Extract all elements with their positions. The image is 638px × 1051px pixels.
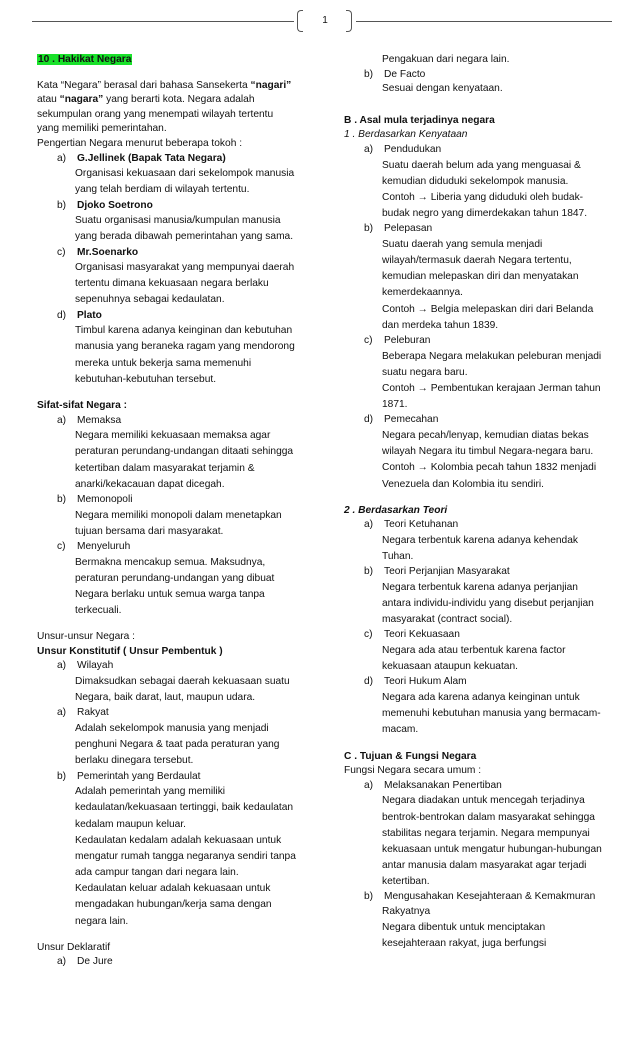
list-item-text: manusia yang beraneka ragam yang mendorong [75, 341, 295, 353]
intro-line: Pengertian Negara menurut beberapa tokoh : [37, 137, 243, 149]
list-item-heading [37, 309, 317, 324]
list-item-text: Suatu daerah belum ada yang menguasai & [382, 159, 581, 171]
list-item-heading [37, 414, 317, 429]
list-item-name: Menyeluruh [77, 540, 131, 552]
list-item-text: ada campur tangan dari negara lain. [75, 867, 239, 879]
list-marker: d) [57, 309, 67, 321]
list-item-text: Negara memiliki kekuasaan memaksa agar [75, 430, 271, 442]
list-item-text: Negara ada karena adanya keinginan untuk [382, 692, 580, 703]
list-item-text: Negara, baik darat, laut, maupun udara. [75, 692, 256, 704]
list-item-text: budak negro yang dimerdekakan tahun 1847. [382, 208, 588, 220]
list-item-text: Organisasi masyarakat yang mempunyai daerah [75, 262, 295, 274]
list-item-heading [37, 770, 317, 785]
section-heading: Sifat-sifat Negara : [37, 400, 128, 411]
list-item-text: mengadakan hubungan/kerja sama dengan [75, 899, 272, 911]
list-item-text: Contoh → Belgia melepaskan diri dari Belanda [382, 303, 594, 315]
page-number-bracket-right [346, 10, 352, 32]
spacer [344, 493, 616, 504]
list-item-name: Teori Ketuhanan [384, 519, 459, 531]
list-item-text: wilayah Negara itu timbul Negara-negara baru. [382, 446, 594, 458]
list-item-text: masyarakat (contract social). [382, 614, 513, 626]
list-item-text: negara lain. [75, 915, 129, 927]
list-item-text: Negara pecah/lenyap, kemudian diatas bekas [382, 429, 589, 441]
list-item-heading [37, 706, 317, 721]
list-item-text: macam. [382, 724, 419, 736]
list-item-text: mereka untuk bekerja sama memenuhi [75, 357, 252, 369]
list-item-text: peraturan perundang-undangan yang dibuat [75, 572, 275, 584]
list-item-name: Memaksa [77, 414, 122, 426]
list-item-heading [344, 628, 616, 643]
list-item-text: berlaku dinegara tersebut. [75, 755, 194, 767]
list-item-text: Bermakna mencakup semua. Maksudnya, [75, 556, 266, 568]
spacer [37, 619, 317, 630]
list-item-name: De Jure [77, 956, 113, 968]
list-item-heading [37, 493, 317, 508]
list-marker: a) [57, 414, 67, 426]
list-item-text: Suatu daerah yang semula menjadi [382, 238, 543, 250]
list-item-text: Adalah pemerintah yang memiliki [75, 786, 226, 798]
intro-line: sekumpulan orang yang menempati wilayah tertentu [37, 108, 274, 120]
spacer [344, 97, 616, 108]
list-item-heading [37, 152, 317, 167]
list-item-text: penghuni Negara & taat pada peraturan yang [75, 739, 280, 751]
list-item-text: kekuasaan untuk mengatur hubungan-hubungan [382, 843, 602, 855]
list-item-text: Contoh → Kolombia pecah tahun 1832 menjadi [382, 462, 597, 474]
list-marker: b) [57, 199, 67, 211]
list-item-text: antar manusia dalam masyarakat agar terjadi [382, 860, 587, 872]
header-rule-left [32, 21, 294, 22]
list-item-name: Rakyat [77, 707, 109, 719]
list-item-heading [344, 222, 616, 237]
spacer [37, 388, 317, 399]
list-item-text: kedalam maupun keluar. [75, 818, 186, 830]
list-item-text: ketertiban dalam masyarakat terjamin & [75, 462, 255, 474]
list-item-heading [344, 143, 616, 158]
list-item-heading [344, 779, 616, 794]
spacer [37, 930, 317, 941]
list-item-name: Pemerintah yang Berdaulat [77, 770, 201, 782]
list-item-text: dan merdeka tahun 1839. [382, 319, 499, 331]
section-heading: Unsur-unsur Negara : [37, 631, 135, 643]
list-marker: b) [57, 493, 67, 505]
list-item-name: Pelepasan [384, 223, 433, 235]
list-item-name: G.Jellinek (Bapak Tata Negara) [77, 152, 226, 164]
list-item-name: Teori Perjanjian Masyarakat [384, 566, 510, 578]
list-item-text: suatu negara baru. [382, 366, 468, 378]
list-item-text: bentrok-bentrokan dalam masyarakat sehingga [382, 811, 595, 823]
list-item-text: peraturan perundang-undangan ditaati sehingga [75, 446, 294, 458]
list-item-text: yang berada dibawah pemerintahan yang sama. [75, 231, 294, 243]
list-item-text: Beberapa Negara melakukan peleburan menjadi [382, 350, 602, 362]
right-column [344, 53, 616, 952]
list-item-text: Dimaksudkan sebagai daerah kekuasaan suatu [75, 676, 290, 688]
list-item-text: Negara dibentuk untuk menciptakan [382, 921, 546, 933]
section-intro: Fungsi Negara secara umum : [344, 765, 482, 777]
list-item-heading [344, 334, 616, 349]
list-item-text: Venezuela dan Kolombia itu sendiri. [382, 478, 544, 490]
list-marker: b) [57, 770, 67, 782]
spacer [37, 68, 317, 79]
list-item-text: Negara terbentuk karena adanya perjanjian [382, 581, 578, 593]
list-item-name: Pemecahan [384, 414, 439, 426]
list-item-text: Contoh → Liberia yang diduduki oleh budak- [382, 191, 584, 203]
intro-line: atau “nagara” yang berarti kota. Negara adalah [37, 94, 255, 106]
list-item-name: Wilayah [77, 660, 114, 672]
list-item-heading [37, 659, 317, 674]
list-item-text: Contoh → Pembentukan kerajaan Jerman tahun [382, 383, 601, 394]
list-item-text: stabilitas negara terjamin. Negara mempunyai [382, 827, 590, 839]
list-marker: a) [364, 779, 374, 791]
list-marker: d) [364, 676, 374, 688]
list-marker: a) [364, 519, 374, 531]
list-marker: b) [364, 68, 374, 80]
list-marker: a) [364, 143, 374, 155]
list-marker: a) [57, 956, 67, 968]
list-item-name: Mr.Soenarko [77, 246, 139, 258]
header-rule-right [356, 21, 612, 22]
list-item-heading [344, 413, 616, 428]
section-heading: C . Tujuan & Fungsi Negara [344, 750, 477, 762]
list-item-heading [37, 955, 317, 970]
list-item-name-cont: Rakyatnya [382, 906, 431, 918]
list-item-name: De Facto [384, 68, 426, 80]
list-item-text: ketertiban. [382, 876, 430, 888]
list-marker: b) [364, 223, 374, 235]
list-item-name: Melaksanakan Penertiban [384, 779, 502, 791]
list-item-text: Negara berlaku untuk semua warga tanpa [75, 588, 265, 600]
list-item-name: Djoko Soetrono [77, 199, 153, 211]
list-marker: a) [57, 152, 67, 164]
list-item-heading [37, 246, 317, 261]
list-item-text: yang telah berdiam di wilayah tertentu. [75, 184, 250, 196]
list-item-text: tujuan bersama dari masyarakat. [75, 525, 224, 537]
list-item-text: mengatur rumah tangga negaranya sendiri tanpa [75, 850, 296, 862]
page-number-bracket-left [297, 10, 303, 32]
list-marker: a) [57, 707, 67, 719]
list-item-text: tertentu dimana kekuasaan negara berlaku [75, 278, 269, 290]
list-item-name: Pendudukan [384, 143, 442, 155]
list-marker: d) [364, 414, 374, 426]
list-item-text: Kedaulatan kedalam adalah kekuasaan untuk [75, 834, 282, 846]
list-marker: a) [57, 660, 67, 672]
list-item-text: Pengakuan dari negara lain. [382, 54, 510, 65]
section-heading: Unsur Konstitutif ( Unsur Pembentuk ) [37, 645, 223, 657]
list-item-text: Negara terbentuk karena adanya kehendak [382, 534, 578, 546]
list-item-name: Mengusahakan Kesejahteraan & Kemakmuran [384, 891, 596, 903]
list-item-text: 1871. [382, 399, 408, 411]
list-item-heading [344, 890, 616, 905]
list-item-heading [344, 675, 616, 690]
list-item-text: Timbul karena adanya keinginan dan kebutuhan [75, 325, 293, 337]
list-item-text: Negara ada atau terbentuk karena factor [382, 645, 566, 657]
list-item-text: kebutuhan-kebutuhan tersebut. [75, 373, 217, 385]
list-item-heading [344, 518, 616, 533]
list-item-text: Adalah sekelompok manusia yang menjadi [75, 723, 269, 734]
list-item-text: Kedaulatan keluar adalah kekuasaan untuk [75, 883, 271, 895]
list-marker: c) [364, 335, 373, 347]
section-heading: Unsur Deklaratif [37, 941, 111, 953]
list-item-text: antara individu-individu yang disebut perjanjian [382, 598, 594, 610]
list-item-text: Suatu organisasi manusia/kumpulan manusia [75, 215, 281, 227]
page-number: 1 [322, 15, 328, 26]
list-marker: c) [57, 540, 66, 552]
list-item-heading [37, 540, 317, 555]
spacer [344, 739, 616, 750]
list-item-text: terkecuali. [75, 605, 122, 617]
list-marker: b) [364, 891, 374, 903]
list-item-heading [344, 68, 616, 83]
page-header [0, 0, 638, 40]
left-column [37, 53, 317, 970]
list-item-text: Tuhan. [382, 551, 414, 563]
list-item-text: Organisasi kekuasaan dari sekelompok manusia [75, 168, 295, 180]
list-marker: b) [364, 566, 374, 578]
section-title [37, 53, 317, 68]
list-item-text: wilayah/termasuk daerah Negara tertentu, [382, 255, 572, 267]
list-item-text: sepenuhnya sebagai kedaulatan. [75, 294, 225, 306]
list-item-name: Peleburan [384, 335, 431, 347]
intro-line: Kata “Negara” berasal dari bahasa Sansekerta “nagari” [37, 79, 292, 91]
list-marker: c) [364, 629, 373, 641]
list-item-name: Teori Kekuasaan [384, 629, 460, 641]
list-item-name: Teori Hukum Alam [384, 676, 467, 688]
list-marker: c) [57, 246, 66, 258]
list-item-heading [37, 199, 317, 214]
highlighted-title: 10 . Hakikat Negara [38, 54, 132, 65]
list-item-text: Negara diadakan untuk mencegah terjadinya [382, 795, 585, 807]
list-item-text: anarki/kekacauan dapat dicegah. [75, 478, 225, 490]
section-heading: B . Asal mula terjadinya negara [344, 114, 495, 126]
list-item-heading [344, 565, 616, 580]
list-item-name: Memonopoli [77, 493, 133, 505]
list-item-text: memenuhi kebutuhan manusia yang bermacam- [382, 708, 601, 720]
section-subheading: 2 . Berdasarkan Teori [344, 504, 448, 516]
list-item-text: kesejahteraan rakyat, juga berfungsi [382, 937, 547, 949]
list-item-name: Plato [77, 309, 102, 321]
list-item-text: kemudian diduduki sekelompok manusia. [382, 175, 569, 187]
section-subheading: 1 . Berdasarkan Kenyataan [344, 129, 468, 141]
list-item-text: kemerdekaannya. [382, 287, 463, 299]
list-item-text: kekuasaan ataupun kekuatan. [382, 661, 518, 673]
list-item-text: Sesuai dengan kenyataan. [382, 83, 503, 95]
list-item-text: Negara memiliki monopoli dalam menetapkan [75, 509, 282, 521]
list-item-text: kemudian melepaskan diri dan menyatakan [382, 271, 579, 283]
list-item-text: kedaulatan/kekuasaan tertinggi, baik kedaulatan [75, 802, 294, 814]
intro-line: yang memiliki pemerintahan. [37, 123, 167, 135]
